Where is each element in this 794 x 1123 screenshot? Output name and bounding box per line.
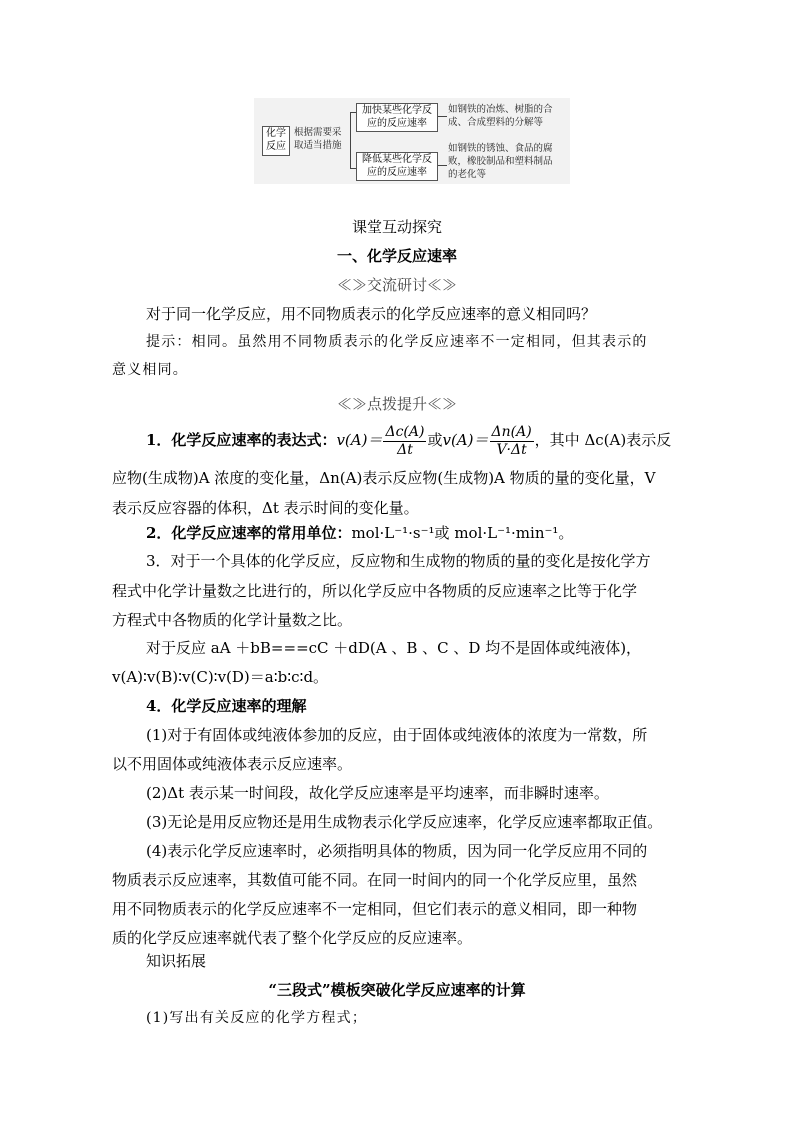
p1-line3: 表示反应容器的体积，Δt 表示时间的变化量。 [112, 499, 419, 517]
p2-text: mol·L⁻¹·s⁻¹或 mol·L⁻¹·min⁻¹。 [351, 524, 574, 542]
diagram-branch-top-line2: 应的反应速率 [367, 118, 427, 129]
p3-line1: 3．对于一个具体的化学反应，反应物和生成物的物质的量的变化是按化学方 [146, 552, 651, 570]
p1-tail: ，其中 Δc(A)表示反 [534, 431, 672, 449]
p4-item4-line3: 用不同物质表示的化学反应速率不一定相同，但它们表示的意义相同，即一种物 [112, 900, 638, 918]
diagram-example-top-line2: 成、合成塑料的分解等 [448, 117, 544, 128]
diagram-branch-bottom-line1: 降低某些化学反 [362, 154, 432, 165]
diagram-root-box [262, 126, 290, 156]
hint-line1: 提示：相同。虽然用不同物质表示的化学反应速率不一定相同，但其表示的 [146, 334, 648, 350]
diagram-branch-bottom [356, 152, 438, 181]
p1-v-a: v(A)＝ [336, 431, 383, 449]
diagram-arrow-top [438, 116, 447, 117]
diagram-branch-bottom-line2: 应的反应速率 [367, 167, 427, 178]
diagram-example-bottom [448, 142, 568, 181]
p2-label: 2．化学反应速率的常用单位： [146, 524, 352, 542]
exchange-header: ≪≫交流研讨≪≫ [336, 276, 457, 294]
diagram-example-bottom-line2: 败，橡胶制品和塑料制品 [448, 156, 553, 167]
diagram-branch-top [356, 103, 438, 132]
reaction-rate-diagram [254, 98, 570, 184]
diagram-root-line1: 化学 [266, 128, 286, 139]
p1-frac1-num: Δc(A) [385, 423, 425, 440]
p1-fraction-1 [383, 424, 426, 459]
guide-header: ≪≫点拨提升≪≫ [336, 395, 457, 413]
p4-item3: (3)无论是用反应物还是用生成物表示化学反应速率，化学反应速率都取正值。 [146, 813, 663, 831]
p4-item4-line4: 质的化学反应速率就代表了整个化学反应的反应速率。 [112, 929, 473, 947]
p2-line [146, 518, 573, 549]
p4-item4-line1: (4)表示化学反应速率时，必须指明具体的物质，因为同一化学反应用不同的 [146, 842, 648, 860]
question: 对于同一化学反应，用不同物质表示的化学反应速率的意义相同吗？ [146, 305, 597, 323]
p1-or: 或 [427, 431, 443, 449]
p4-item4-line2: 物质表示反应速率，其数值可能不同。在同一时间内的同一个化学反应里，虽然 [112, 871, 638, 889]
hint-line2: 意义相同。 [112, 362, 188, 378]
diagram-branch-top-line1: 加快某些化学反 [362, 105, 432, 116]
extension-step1: (1)写出有关反应的化学方程式； [146, 1010, 368, 1026]
p3-line5: v(A)∶v(B)∶v(C)∶v(D)＝a∶b∶c∶d。 [112, 668, 329, 686]
diagram-root-line2: 反应 [266, 141, 286, 152]
section-title: 课堂互动探究 [351, 218, 442, 236]
p1-frac2-den: V·Δt [496, 441, 527, 458]
diagram-arrow-bottom [438, 165, 447, 166]
diagram-example-top-line1: 如钢铁的冶炼、树脂的合 [448, 104, 553, 115]
diagram-middle [294, 126, 350, 152]
extension-label: 知识拓展 [146, 952, 207, 970]
p3-line2: 程式中化学计量数之比进行的，所以化学反应中各物质的反应速率之比等于化学 [112, 582, 638, 600]
p3-line4: 对于反应 aA ＋bB===cC ＋dD(A 、B 、C 、D 均不是固体或纯液体)， [146, 639, 642, 657]
p1-fraction-2 [490, 424, 534, 459]
p1-label: 1．化学反应速率的表达式： [146, 431, 337, 449]
p1-line1 [146, 420, 671, 460]
p1-line2: 应物(生成物)A 浓度的变化量，Δn(A)表示反应物(生成物)A 物质的量的变化量，V [112, 469, 656, 487]
diagram-bracket [350, 112, 351, 169]
diagram-middle-line1: 根据需要采 [294, 127, 342, 138]
diagram-middle-line2: 取适当措施 [294, 140, 342, 151]
extension-title: “三段式”模板突破化学反应速率的计算 [268, 981, 526, 999]
diagram-example-bottom-line1: 如钢铁的锈蚀、食品的腐 [448, 143, 553, 154]
p4-label: 4．化学反应速率的理解 [146, 697, 307, 715]
subsection-title: 一、化学反应速率 [336, 247, 457, 265]
p1-frac2-num: Δn(A) [491, 423, 532, 440]
diagram-example-bottom-line3: 的老化等 [448, 169, 487, 180]
p1-v-a2: v(A)＝ [442, 431, 489, 449]
p1-frac1-den: Δt [397, 441, 413, 458]
p4-item1-line2: 以不用固体或纯液体表示反应速率。 [112, 755, 353, 773]
p3-line3: 方程式中各物质的化学计量数之比。 [112, 611, 353, 629]
diagram-example-top [448, 103, 568, 129]
p4-item2: (2)Δt 表示某一时间段，故化学反应速率是平均速率，而非瞬时速率。 [146, 784, 609, 802]
p4-item1-line1: (1)对于有固体或纯液体参加的反应，由于固体或纯液体的浓度为一常数，所 [146, 726, 648, 744]
